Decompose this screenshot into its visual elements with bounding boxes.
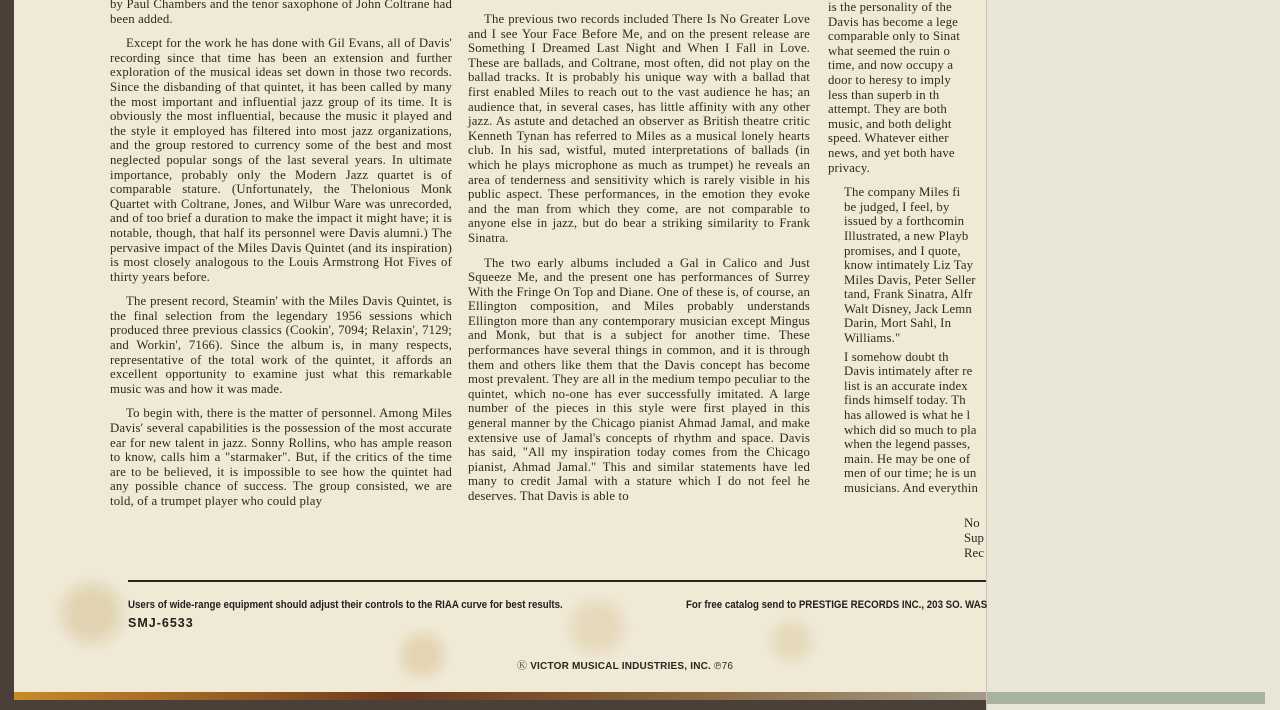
signature-line: No bbox=[964, 516, 980, 530]
liner-line: which did so much to pla bbox=[844, 422, 977, 437]
liner-line: musicians. And everythin bbox=[844, 481, 979, 495]
liner-paragraph-cropped bbox=[828, 185, 986, 346]
liner-line: know intimately Liz Tay bbox=[844, 258, 974, 273]
signature-line: Rec bbox=[964, 546, 984, 560]
liner-line: Davis intimately after re bbox=[844, 364, 973, 379]
liner-line: door to heresy to imply bbox=[828, 72, 951, 87]
inner-sleeve-panel bbox=[986, 0, 1280, 710]
liner-line: I somehow doubt th bbox=[844, 349, 949, 364]
liner-line: issued by a forthcomin bbox=[844, 214, 965, 229]
liner-notes-column-3 bbox=[828, 0, 986, 500]
liner-notes-column-2 bbox=[468, 0, 810, 514]
liner-line: attempt. They are both bbox=[828, 102, 947, 117]
liner-line: speed. Whatever either bbox=[828, 131, 949, 146]
liner-line: privacy. bbox=[828, 160, 870, 175]
liner-line: promises, and I quote, bbox=[844, 243, 961, 258]
liner-line: Walt Disney, Jack Lemn bbox=[844, 301, 972, 316]
liner-line: news, and yet both have bbox=[828, 145, 955, 160]
liner-paragraph-cropped bbox=[828, 0, 986, 175]
liner-paragraph: by Paul Chambers and the tenor saxophone of John Coltrane had been added. bbox=[110, 0, 452, 26]
liner-line: when the legend passes, bbox=[844, 437, 971, 452]
liner-line: has allowed is what he l bbox=[844, 408, 971, 423]
liner-line: Darin, Mort Sahl, In bbox=[844, 316, 952, 331]
liner-paragraph: The two early albums included a Gal in Calico and Just Squeeze Me, and the present one has performances of Surrey With the Fringe On Top and Diane. One of these is, of course, an Ellington composition, and Miles probably understands Ellington more than any contemporary musician except Mingus and Monk, but that is a subject for another time. These performances have several things in common, and it is through them and others like them that the Davis concept has become most prevalent. They are all in the medium tempo peculiar to the quintet, which no-one has ever successfully imitated. A large number of the pieces in this style were first played in this general manner by the Chicago pianist Ahmad Jamal, and make extensive use of Jamal's concepts of rhythm and space. Davis has said, "All my inspiration today comes from the Chicago pianist, Ahmad Jamal." This and similar statements have led many to credit Jamal with a stature which I do not feel he deserves. That Davis is able to bbox=[468, 255, 811, 503]
liner-line: tand, Frank Sinatra, Alfr bbox=[844, 287, 973, 302]
liner-line: less than superb in th bbox=[828, 87, 940, 102]
inner-sleeve-edge bbox=[987, 692, 1265, 704]
phonogram-year: ℗76 bbox=[714, 661, 734, 672]
victor-logo-icon: Ⓚ bbox=[517, 661, 528, 672]
liner-line: Davis has become a lege bbox=[828, 14, 958, 29]
liner-line: list is an accurate index bbox=[844, 378, 968, 393]
liner-line: men of our time; he is un bbox=[844, 466, 977, 481]
free-catalog-notice: For free catalog send to PRESTIGE RECORDS INC., 203 SO. WAS bbox=[686, 599, 988, 611]
liner-line: Williams." bbox=[844, 331, 901, 346]
signature-line: Sup bbox=[964, 531, 984, 545]
liner-line: Miles Davis, Peter Seller bbox=[844, 272, 976, 287]
liner-line: what seemed the ruin o bbox=[828, 43, 950, 58]
liner-paragraph: To begin with, there is the matter of personnel. Among Miles Davis' several capabilities is the possession of the most accurate ear for new talent in jazz. Sonny Rollins, who has ample reason to know, calls him a "starmaker". But, if the critics of the time are to be believed, it is impossible to see how the quintet had any possible chance of success. The group consisted, we are told, of a trumpet player who could play bbox=[110, 406, 452, 508]
liner-paragraph: Except for the work he has done with Gil Evans, all of Davis' recording since that time has been an extension and further exploration of the musical ideas set down in those two records. Since the disbanding of that quintet, it has been called by many the most important and influential jazz group of its time. It is obviously the most influential, because the music it played and the style it employed has filtered into most jazz organizations, and the group restored to currency some of the best and most neglected popular songs of the last several years. In ultimate importance, probably only the Modern Jazz quartet is of comparable stature. (Unfortunately, the Thelonious Monk Quartet with Coltrane, Jones, and Wilbur Ware was unrecorded, and of too brief a duration to make the impact it might have; it is notable, though, that half its personnel were Davis alumni.) The pervasive impact of the Miles Davis Quintet (and its inspiration) is most closely analogous to the Louis Armstrong Hot Fives of thirty years before. bbox=[110, 36, 452, 284]
footer-divider bbox=[128, 580, 986, 582]
publisher-name: VICTOR MUSICAL INDUSTRIES, INC. bbox=[530, 661, 712, 672]
signature-block bbox=[964, 516, 984, 561]
publisher-credit bbox=[517, 657, 733, 672]
liner-line: comparable only to Sinat bbox=[828, 29, 960, 44]
liner-paragraph: The present record, Steamin' with the Miles Davis Quintet, is the final selection from the legendary 1956 sessions which produced three previous classics (Cookin', 7094; Relaxin', 7129; and Workin', 7166). Since the album is, in many respects, representative of the total work of the quintet, it affords an excellent opportunity to examine just what this remarkable music was and how it was made. bbox=[110, 294, 452, 396]
riaa-notice: Users of wide-range equipment should adjust their controls to the RIAA curve for best results. bbox=[128, 599, 563, 611]
liner-line: main. He may be one of bbox=[844, 451, 971, 466]
liner-paragraph-cropped bbox=[828, 350, 986, 496]
catalog-number: SMJ-6533 bbox=[128, 616, 194, 630]
liner-line: music, and both delight bbox=[828, 116, 952, 131]
liner-line: time, and now occupy a bbox=[828, 58, 954, 73]
liner-notes-column-1 bbox=[110, 0, 452, 519]
liner-paragraph: The previous two records included There Is No Greater Love and I see Your Face Before Me, and on the present release are Something I Dreamed Last Night and When I Fall in Love. These are ballads, and Coltrane, most often, did not play on the ballad tracks. It is probably his unique way with a ballad that first enabled Miles to reach out to the vast audience he has; an audience that, in several cases, has little affinity with any other jazz. As astute and detached an observer as British theatre critic Kenneth Tynan has referred to Miles as a musical lonely hearts club. In his sad, wistful, muted interpretations of ballads (in which he plays microphone as much as trumpet) he reveals an area of tenderness and sensitivity which is rarely visible in his public aspect. These performances, in the emotion they evoke and the man from which they come, are not comparable to anyone else in jazz, but do bear a striking similarity to Frank Sinatra. bbox=[468, 12, 810, 245]
liner-line: finds himself today. Th bbox=[844, 393, 966, 408]
liner-line: Illustrated, a new Playb bbox=[844, 228, 969, 243]
liner-line: is the personality of the bbox=[828, 0, 952, 14]
cover-edge-strip bbox=[14, 692, 986, 700]
liner-line: The company Miles fi bbox=[844, 185, 961, 200]
liner-line: be judged, I feel, by bbox=[844, 199, 950, 214]
